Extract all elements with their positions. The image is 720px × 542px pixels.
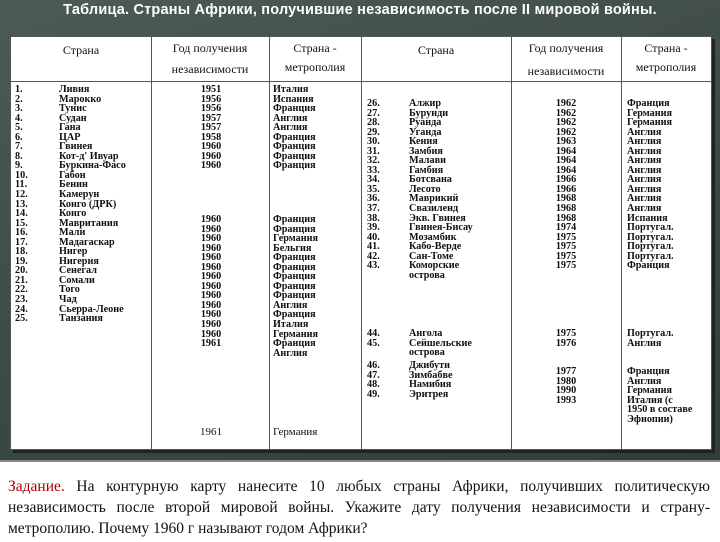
header-country-right: Страна: [417, 43, 455, 57]
left-row-numbers: 1. 2. 3. 4. 5. 6. 7. 8. 9. 10. 11. 12. 13. 14. 15. 16. 17. 18. 19. 20. 21. 22. 23. 24. 25.: [15, 84, 28, 325]
task-text-block: [8, 476, 710, 539]
right-metros: Франция Германия Германия Англия Англия Англия Англия Англия Англия Англия Англия Англия Испания Португал. Португал. Португал. Португал. Франция: [627, 98, 674, 272]
left-extra-metro: Германия: [273, 426, 318, 438]
right-row-numbers-2: 44. 45.: [367, 328, 380, 349]
column-divider: [361, 37, 362, 449]
column-divider: [511, 37, 512, 449]
left-years-group-b: 1960 1960 1960 1960 1960 1960 1960 1960 1960 1960 1960 1960 1960 1961: [200, 214, 222, 350]
left-metro-group-b: Франция Франция Германия Бельгия Франция Франция Франция Франция Франция Англия Франция Италия Германия Франция Англия: [273, 214, 318, 359]
right-country-list-3: Джибути Зимбабве Намибия Эритрея: [409, 360, 453, 400]
column-divider: [621, 37, 622, 449]
column-divider: [151, 37, 152, 449]
header-year-right-line2: независимости: [527, 64, 605, 78]
header-year-line2: независимости: [171, 62, 249, 76]
task-panel: [0, 460, 720, 542]
header-metro-right-line1: Страна -: [644, 41, 688, 55]
page-title: Таблица. Страны Африки, получившие независимость после II мировой войны.: [63, 2, 657, 18]
right-row-numbers-3: 46. 47. 48. 49.: [367, 360, 380, 400]
left-years-group-a: 1951 1956 1956 1957 1957 1958 1960 1960 1960: [200, 84, 222, 172]
left-extra-year: 1961: [200, 426, 222, 438]
column-divider: [269, 37, 270, 449]
right-years-3: 1977 1980 1990 1993: [555, 366, 577, 406]
header-metro-line2: метрополия: [284, 60, 346, 74]
left-country-list: Ливия Марокко Тунис Судан Гана ЦАР Гвинея Кот-д' Ивуар Буркина-Фасо Габон Бенин Камерун Конго (ДРК) Конго Мавритания Мали Мадагаскар Нигер Нигерия Сенегал Сомали Того Чад Сьерра-Леоне Танзания: [59, 84, 126, 325]
countries-table: [10, 36, 712, 450]
task-label: Задание.: [8, 478, 65, 495]
header-metro-right-line2: метрополия: [635, 60, 697, 74]
right-years: 1962 1962 1962 1962 1963 1964 1964 1964 1966 1966 1968 1968 1968 1974 1975 1975 1975 1975: [555, 98, 577, 272]
right-country-list: Алжир Бурунди Руанда Уганда Кения Замбия Малави Гамбия Ботсвана Лесото Маврикий Свазиленд Экв. Гвинея Гвинея-Бисау Мозамбик Кабо-Верде Сан-Томе Коморские острова: [409, 98, 473, 281]
header-country: Страна: [62, 43, 100, 57]
header-metro-line1: Страна -: [293, 41, 337, 55]
right-years-2: 1975 1976: [555, 328, 577, 349]
right-country-list-2: Ангола Сейшельские острова: [409, 328, 472, 359]
left-metro-group-a: Италия Испания Франция Англия Англия Франция Франция Франция Франция: [273, 84, 316, 172]
header-year-line1: Год получения: [172, 41, 248, 55]
task-body: На контурную карту нанесите 10 любых страны Африки, получивших политическую независимость после второй мировой войны. Укажите дату получения независимости и страну-метрополию. Почему 1960 г называют годом Африки?: [8, 478, 710, 537]
right-row-numbers: 26. 27. 28. 29. 30. 31. 32. 33. 34. 35. 36. 37. 38. 39. 40. 41. 42. 43.: [367, 98, 380, 272]
header-year-right-line1: Год получения: [528, 41, 604, 55]
right-metros-3: Франция Англия Германия Италия (с 1950 в составе Эфиопии): [627, 366, 693, 425]
right-metros-2: Португал. Англия: [627, 328, 674, 349]
